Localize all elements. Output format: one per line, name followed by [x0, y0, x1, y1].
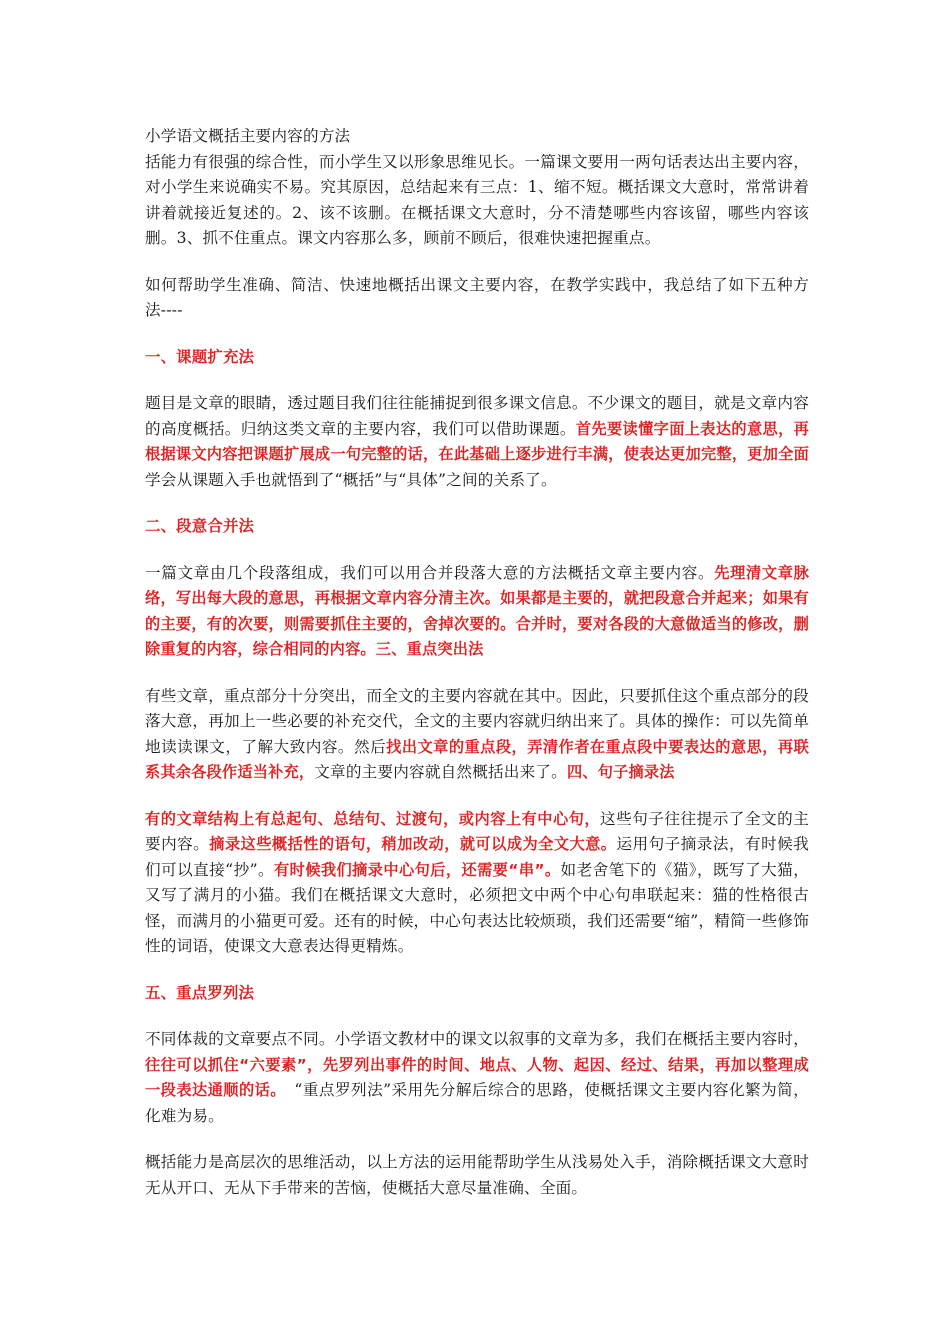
- conclusion-paragraph: 概括能力是高层次的思维活动，以上方法的运用能帮助学生从浅易处入手，消除概括课文大意时无从开口、无从下手带来的苦恼，使概括大意尽量准确、全面。: [145, 1153, 809, 1197]
- method-5-emphasis: 往往可以抓住“六要素”，先罗列出事件的时间、地点、人物、起因、经过、结果，再加以整理成一段表达通顺的话。: [145, 1055, 809, 1099]
- lead-paragraph: 如何帮助学生准确、简洁、快速地概括出课文主要内容，在教学实践中，我总结了如下五种方法----: [145, 275, 809, 319]
- method-2-emphasis: 先理清文章脉络，写出每大段的意思，再根据文章内容分清主次。如果都是主要的，就把段意合并起来；如果有的主要，有的次要，则需要抓住主要的，舍掉次要的。合并时，要对各段的大意做适当的修改，删除重复的内容，综合相同的内容。三、重点突出法: [145, 563, 809, 658]
- document-title: 小学语文概括主要内容的方法: [145, 127, 351, 145]
- intro-paragraph: 括能力有很强的综合性，而小学生又以形象思维见长。一篇课文要用一两句话表达出主要内容，对小学生来说确实不易。究其原因，总结起来有三点：1、缩不短。概括课文大意时，常常讲着讲着就接近复述的。2、该不该删。在概括课文大意时，分不清楚哪些内容该留，哪些内容该删。3、抓不住重点。课文内容那么多，顾前不顾后，很难快速把握重点。: [145, 152, 809, 247]
- method-5-heading: 五、重点罗列法: [145, 983, 255, 1002]
- method-5-text-end: “重点罗列法”采用先分解后综合的思路，使概括课文主要内容化繁为简，化难为易。: [145, 1081, 809, 1125]
- method-2-text: 一篇文章由几个段落组成，我们可以用合并段落大意的方法概括文章主要内容。: [145, 563, 715, 582]
- method-3-text-end: 文章的主要内容就自然概括出来了。: [314, 763, 567, 781]
- method-1-text-end: 学会从课题入手也就悟到了“概括”与“具体”之间的关系了。: [145, 470, 557, 489]
- method-1-emphasis: 首先要读懂字面上表达的意思，再根据课文内容把课题扩展成一句完整的话，在此基础上逐步进行丰满，使表达更加完整，更加全面: [145, 419, 810, 463]
- method-5-paragraph: [145, 1027, 809, 1129]
- method-4-emphasis-2: 摘录这些概括性的语句，稍加改动，就可以成为全文大意。: [209, 835, 617, 853]
- method-1-paragraph: [145, 391, 809, 493]
- method-3-paragraph: [145, 684, 809, 786]
- method-5-text: 不同体裁的文章要点不同。小学语文教材中的课文以叙事的文章为多，我们在概括主要内容时，: [145, 1030, 809, 1048]
- method-4-emphasis-3: 有时候我们摘录中心句后，还需要“串”。: [274, 860, 561, 879]
- method-3-text: 有些文章，重点部分十分突出，而全文的主要内容就在其中。因此，只要抓住这个重点部分的段落大意，再加上一些必要的补充交代，全文的主要内容就归纳出来了。具体的操作：可以先简单地读读课文，了解大致内容。然后: [145, 686, 809, 756]
- method-2-heading: 二、段意合并法: [145, 517, 255, 535]
- method-4-heading: 四、句子摘录法: [566, 763, 675, 781]
- method-4-emphasis-1: 有的文章结构上有总起句、总结句、过渡句，或内容上有中心句，: [145, 809, 601, 828]
- method-4-text-3: 如老舍笔下的《猫》，既写了大猫，又写了满月的小猫。我们在概括课文大意时，必须把文中两个中心句串联起来：猫的性格很古怪，而满月的小猫更可爱。还有的时候，中心句表达比较烦琐，我们还需要“缩”，精简一些修饰性的词语，使课文大意表达得更精炼。: [145, 860, 810, 955]
- method-1-text: 题目是文章的眼睛，透过题目我们往往能捕捉到很多课文信息。不少课文的题目，就是文章内容的高度概括。归纳这类文章的主要内容，我们可以借助课题。: [145, 394, 809, 438]
- method-4-text-2: 运用句子摘录法，有时候我们可以直接“抄”。: [145, 835, 809, 879]
- method-4-paragraph: [145, 807, 809, 960]
- method-1-heading: 一、课题扩充法: [145, 347, 255, 366]
- method-4-text-1: 这些句子往往提示了全文的主要内容。: [145, 809, 809, 853]
- method-2-paragraph: [145, 561, 809, 663]
- method-3-emphasis: 找出文章的重点段，弄清作者在重点段中要表达的意思，再联系其余各段作适当补充，: [145, 737, 809, 781]
- document-body: [145, 124, 809, 1201]
